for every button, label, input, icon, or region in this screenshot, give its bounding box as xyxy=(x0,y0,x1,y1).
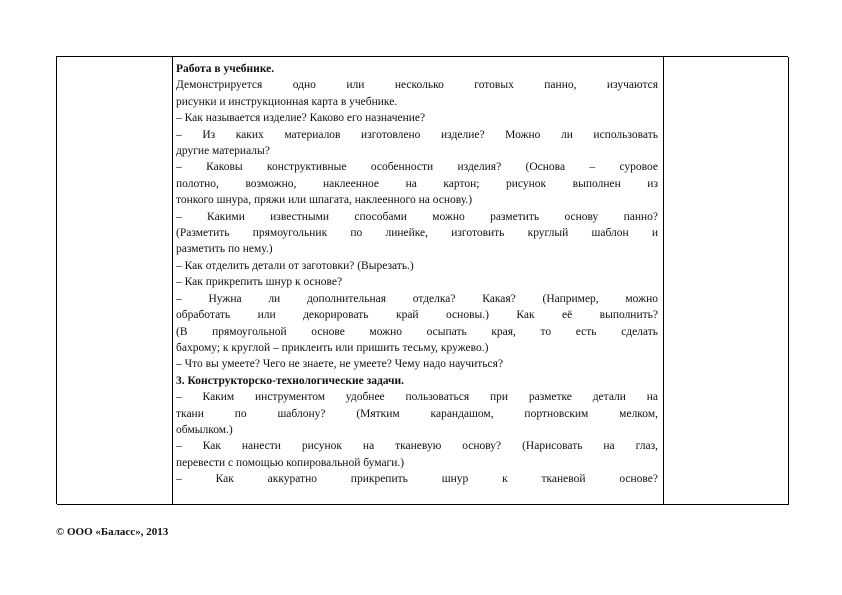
text-line: – Как отделить детали от заготовки? (Вырезать.) xyxy=(176,259,414,272)
text-line: – Как нанести рисунок на тканевую основу? (Нарисовать на глаз, xyxy=(176,440,658,453)
text-line: разметить по нему.) xyxy=(176,243,273,256)
text-line: рисунки и инструкционная карта в учебнике. xyxy=(176,95,398,108)
text-line: – Какими известными способами можно разметить основу панно? xyxy=(176,210,658,223)
text-line: – Каковы конструктивные особенности изделия? (Основа – суровое xyxy=(176,161,658,174)
table-cell-left xyxy=(57,57,173,505)
text-line: тонкого шнура, пряжи или шпагата, наклеенного на основу.) xyxy=(176,194,473,207)
section-heading: Работа в учебнике. xyxy=(176,63,275,75)
text-line: полотно, возможно, наклеенное на картон; рисунок выполнен из xyxy=(176,177,658,190)
text-line: – Что вы умеете? Чего не знаете, не умеете? Чему надо научиться? xyxy=(176,358,504,371)
lesson-table xyxy=(56,56,788,504)
text-line: бахрому; к круглой – приклеить или пришить тесьму, кружево.) xyxy=(176,341,489,354)
text-line: – Нужна ли дополнительная отделка? Какая? (Например, можно xyxy=(176,292,658,305)
text-line: – Как называется изделие? Каково его назначение? xyxy=(176,112,426,125)
table-cell-content xyxy=(173,57,664,505)
table-cell-right xyxy=(664,57,789,505)
text-line: (Разметить прямоугольник по линейке, изготовить круглый шаблон и xyxy=(176,227,658,240)
text-line: – Как аккуратно прикрепить шнур к тканевой основе? xyxy=(176,473,658,486)
text-line: обмылком.) xyxy=(176,423,233,436)
text-line: (В прямоугольной основе можно осыпать края, то есть сделать xyxy=(176,325,658,338)
text-line: – Из каких материалов изготовлено изделие? Можно ли использовать xyxy=(176,128,658,141)
copyright-footer: © ООО «Баласс», 2013 xyxy=(56,526,169,538)
text-line: – Как прикрепить шнур к основе? xyxy=(176,276,343,289)
lesson-text xyxy=(176,61,658,488)
text-line: ткани по шаблону? (Мятким карандашом, портновским мелком, xyxy=(176,407,658,420)
text-line: Демонстрируется одно или несколько готовых панно, изучаются xyxy=(176,79,658,92)
text-line: перевести с помощью копировальной бумаги.) xyxy=(176,456,405,469)
text-line: обработать или декорировать край основы.) Как её выполнить? xyxy=(176,309,658,322)
text-line: – Каким инструментом удобнее пользоваться при разметке детали на xyxy=(176,391,658,404)
section-heading: 3. Конструкторско-технологические задачи. xyxy=(176,374,405,387)
text-line: другие материалы? xyxy=(176,145,270,158)
